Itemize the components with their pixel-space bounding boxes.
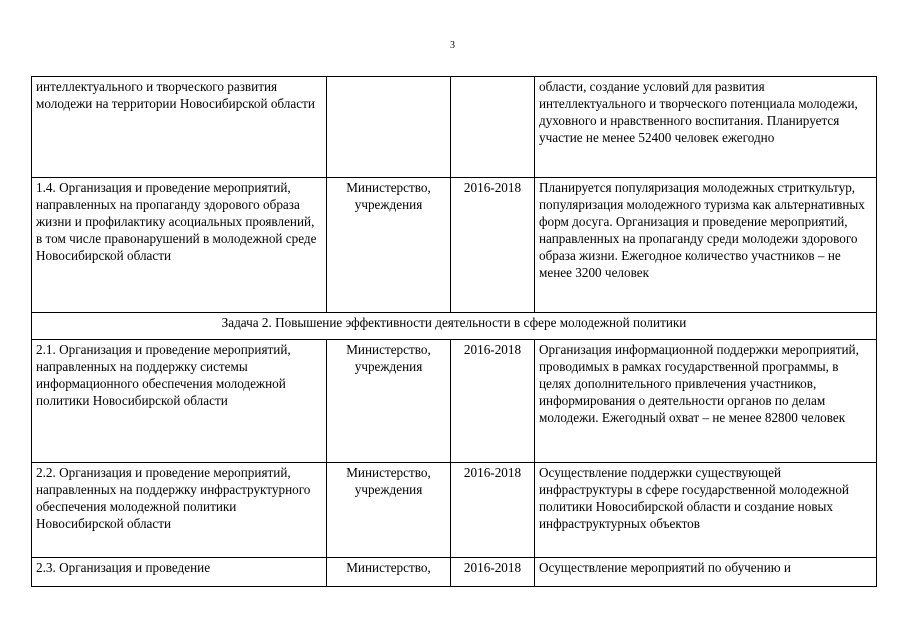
executor-cell: Министерство, учреждения [327,340,451,463]
result-cell: Осуществление поддержки существующей инфраструктуры в сфере государственной молодежной политики Новосибирской области и создание новых инфраструктурных объектов [535,463,877,558]
period-cell: 2016-2018 [451,178,535,313]
table-row [32,340,877,463]
executor-cell [327,77,451,178]
executor-cell: Министерство, [327,558,451,587]
task-heading: Задача 2. Повышение эффективности деятельности в сфере молодежной политики [32,313,877,340]
activity-cell: 1.4. Организация и проведение мероприятий, направленных на пропаганду здорового образа жизни и профилактику асоциальных проявлений, в том числе правонарушений в молодежной среде Новосибирской области [32,178,327,313]
result-cell: Планируется популяризация молодежных стриткультур, популяризация молодежного туризма как альтернативных форм досуга. Организация и проведение мероприятий, направленных на пропаганду среди молодежи здорового образа жизни. Ежегодное количество участников – не менее 3200 человек [535,178,877,313]
table-row [32,178,877,313]
executor-cell: Министерство, учреждения [327,178,451,313]
task-header-row [32,313,877,340]
period-cell: 2016-2018 [451,340,535,463]
result-cell: Организация информационной поддержки мероприятий, проводимых в рамках государственной программы, в целях дополнительного привлечения участников, информирования о деятельности органов по делам молодежи. Ежегодный охват – не менее 82800 человек [535,340,877,463]
activity-cell: 2.2. Организация и проведение мероприятий, направленных на поддержку инфраструктурного обеспечения молодежной политики Новосибирской области [32,463,327,558]
table-row [32,558,877,587]
period-cell: 2016-2018 [451,558,535,587]
executor-cell: Министерство, учреждения [327,463,451,558]
result-cell: Осуществление мероприятий по обучению и [535,558,877,587]
activity-cell: 2.3. Организация и проведение [32,558,327,587]
period-cell [451,77,535,178]
table-row [32,77,877,178]
activity-cell: 2.1. Организация и проведение мероприятий, направленных на поддержку системы информационного обеспечения молодежной политики Новосибирской области [32,340,327,463]
result-cell: области, создание условий для развития интеллектуального и творческого потенциала молодежи, духовного и нравственного воспитания. Планируется участие не менее 52400 человек ежегодно [535,77,877,178]
period-cell: 2016-2018 [451,463,535,558]
activity-cell: интеллектуального и творческого развития молодежи на территории Новосибирской области [32,77,327,178]
table-row [32,463,877,558]
page-number: 3 [450,40,455,51]
program-activities-table [31,76,877,587]
